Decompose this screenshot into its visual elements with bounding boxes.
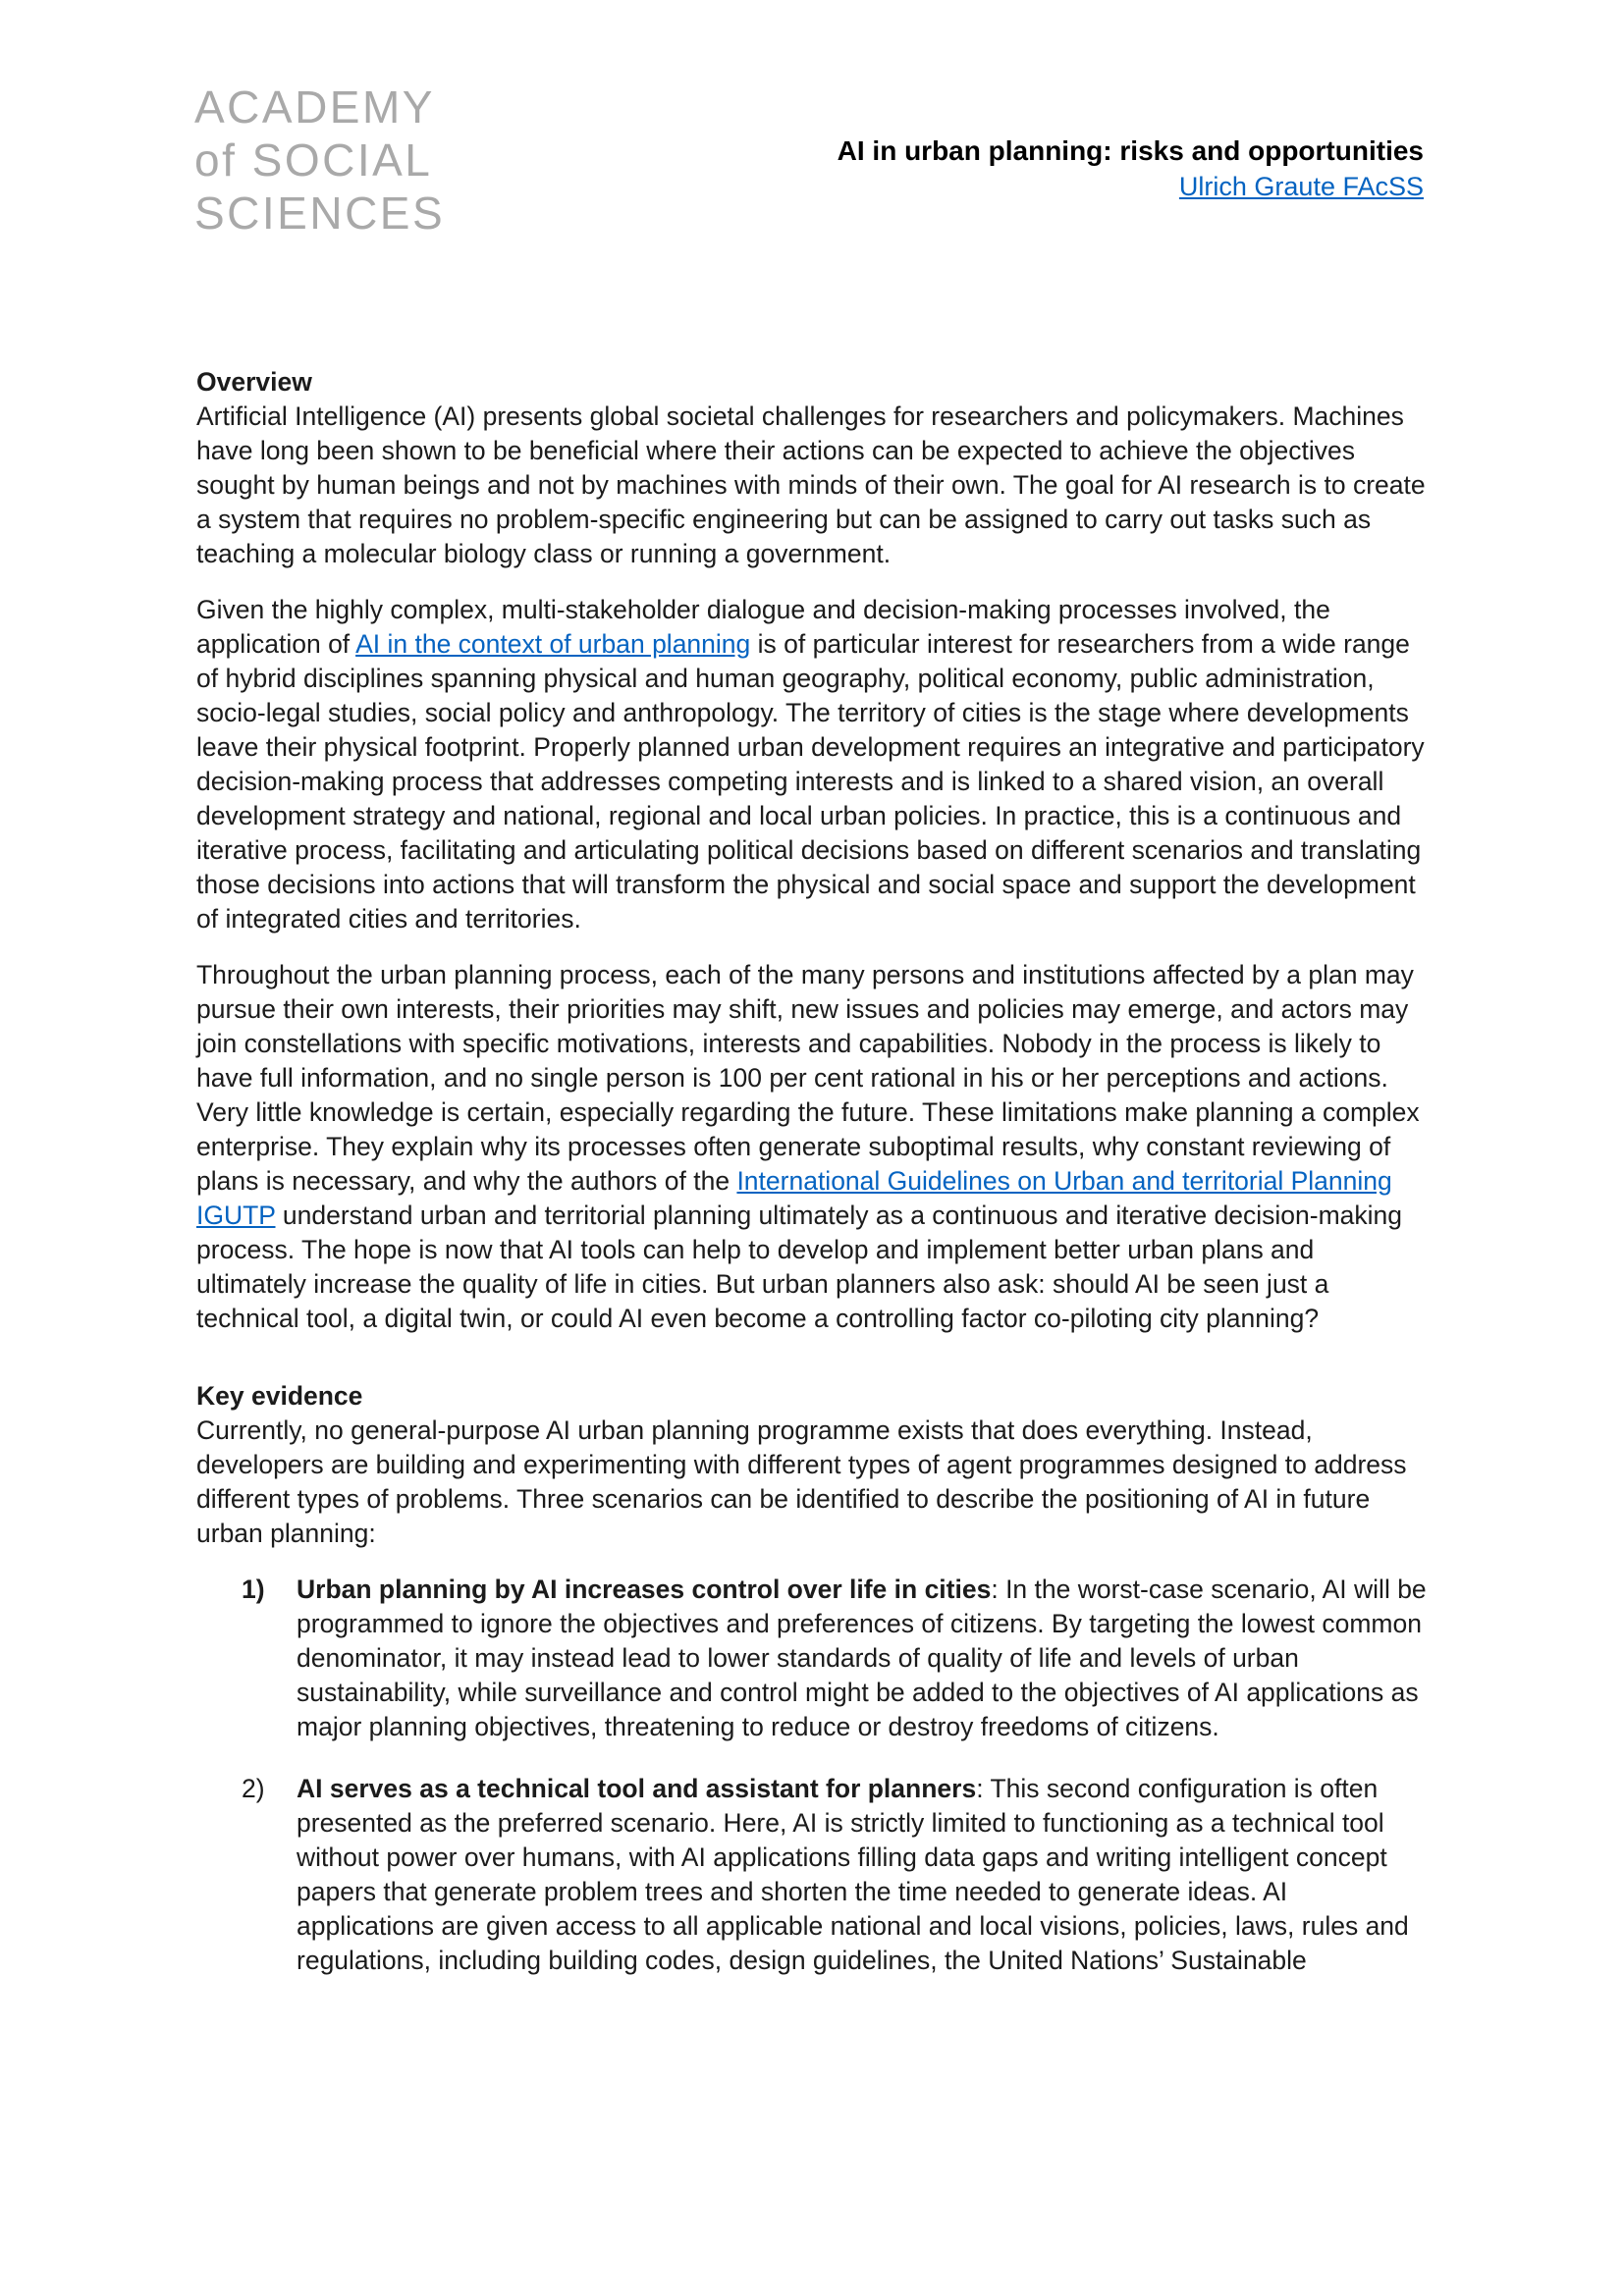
body-paragraph [196,400,1427,571]
list-item-text [297,1772,1427,1978]
numbered-list-item [196,1772,1427,1978]
logo-line: ACADEMY [194,81,435,133]
urban-planning-context-link[interactable]: AI in the context of urban planning [355,629,751,659]
section-heading: Overview [196,367,312,397]
text-run: Given the highly complex, multi-stakeholder dialogue and decision-making processes involved, the application of [196,595,1330,659]
logo-line: of SOCIAL [194,134,433,186]
logo-line: SCIENCES [194,187,446,239]
section-heading: Key evidence [196,1381,363,1411]
bold-lead-text: AI serves as a technical tool and assistant for planners [297,1774,977,1803]
text-run: understand urban and territorial planning ultimately as a continuous and iterative decision-making process. The hope is now that AI tools can help to develop and implement better urban plans and ultimately increase the quality of life in cities. But urban planners also ask: should AI be seen just a technical tool, a digital twin, or could AI even become a controlling factor co-piloting city planning? [196,1201,1403,1333]
text-run: : In the worst-case scenario, AI will be programmed to ignore the objectives and preferences of citizens. By targeting the lowest common denominator, it may instead lead to lower standards of quality of life and levels of urban sustainability, while surveillance and control might be added to the objectives of AI applications as major planning objectives, threatening to reduce or destroy freedoms of citizens. [297,1575,1427,1741]
text-run: Currently, no general-purpose AI urban planning programme exists that does everything. Instead, developers are building and experimenting with different types of agent programmes designed to address different types of problems. Three scenarios can be identified to describe the positioning of AI in future urban planning: [196,1415,1407,1548]
bold-lead-text: Urban planning by AI increases control over life in cities [297,1575,992,1604]
list-item-number: 1) [242,1575,265,1604]
text-run: Artificial Intelligence (AI) presents global societal challenges for researchers and policymakers. Machines have long been shown to be beneficial where their actions can be expected to achieve the objectives sought by human beings and not by machines with minds of their own. The goal for AI research is to create a system that requires no problem-specific engineering but can be assigned to carry out tasks such as teaching a molecular biology class or running a government. [196,401,1426,568]
body-paragraph [196,593,1427,936]
document-header [838,133,1424,204]
body-paragraph [196,958,1427,1336]
document-body [196,365,1427,2005]
academy-of-social-sciences-logo [194,80,445,240]
text-run: : This second configuration is often presented as the preferred scenario. Here, AI is strictly limited to functioning as a technical tool without power over humans, with AI applications filling data gaps and writing intelligent concept papers that generate problem trees and shorten the time needed to generate ideas. AI applications are given access to all applicable national and local visions, policies, laws, rules and regulations, including building codes, design guidelines, the United Nations’ Sustainable [297,1774,1409,1975]
author-link[interactable]: Ulrich Graute FAcSS [1178,172,1424,201]
list-item-number: 2) [242,1774,265,1803]
text-run: Throughout the urban planning process, each of the many persons and institutions affected by a plan may pursue their own interests, their priorities may shift, new issues and policies may emerge, and actors may join constellations with specific motivations, interests and capabilities. Nobody in the process is likely to have full information, and no single person is 100 per cent rational in his or her perceptions and actions. Very little knowledge is certain, especially regarding the future. These limitations make planning a complex enterprise. They explain why its processes often generate suboptimal results, why constant reviewing of plans is necessary, and why the authors of the [196,960,1420,1196]
document-title: AI in urban planning: risks and opportunities [837,135,1424,166]
list-item-text [297,1573,1427,1744]
body-paragraph [196,1414,1427,1551]
text-run: is of particular interest for researchers from a wide range of hybrid disciplines spanning physical and human geography, political economy, public administration, socio-legal studies, social policy and anthropology. The territory of cities is the stage where developments leave their physical footprint. Properly planned urban development requires an integrative and participatory decision-making process that addresses competing interests and is linked to a shared vision, an overall development strategy and national, regional and local urban policies. In practice, this is a continuous and iterative process, facilitating and articulating political decisions based on different scenarios and translating those decisions into actions that will transform the physical and social space and support the development of integrated cities and territories. [196,629,1425,934]
numbered-list-item [196,1573,1427,1744]
igutp-guidelines-link[interactable]: International Guidelines on Urban and territorial Planning IGUTP [196,1166,1392,1230]
author-line [838,169,1424,204]
